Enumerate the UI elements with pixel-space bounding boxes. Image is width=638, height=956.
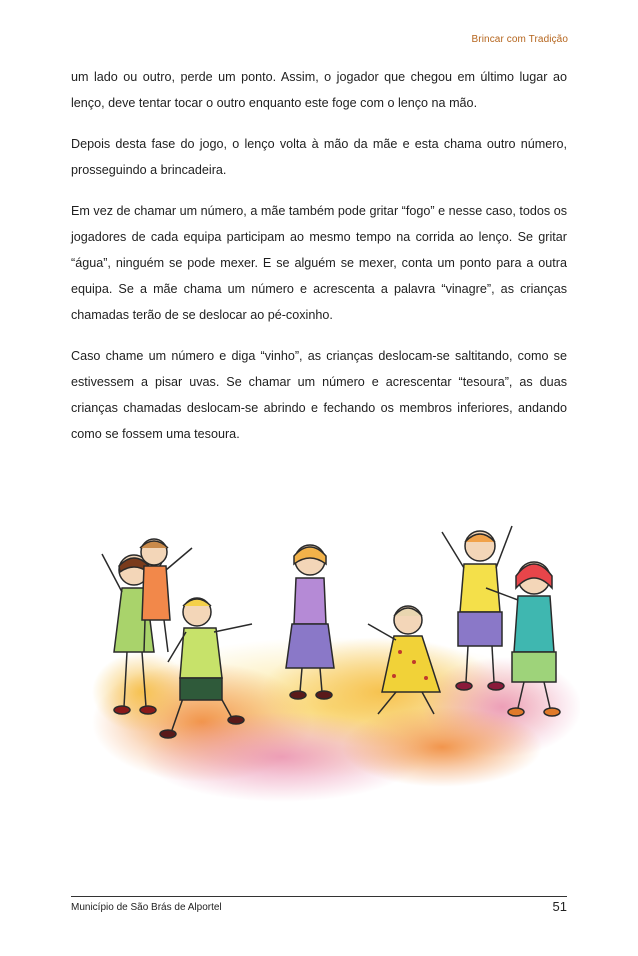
paragraph: Depois desta fase do jogo, o lenço volta à mão da mãe e esta chama outro número, prosseguindo a brincadeira. (71, 137, 567, 177)
footer-municipality: Município de São Brás de Alportel (71, 902, 222, 913)
paragraph: Em vez de chamar um número, a mãe também pode gritar “fogo” e nesse caso, todos os jogadores de cada equipa participam ao mesmo tempo na corrida ao lenço. Se gritar “água”, ninguém se pode mexer. E se alguém se mexer, conta um ponto para a outra equipa. Se a mãe chama um número e acrescenta a palavra “vinagre”, as crianças chamadas terão de se deslocar ao pé-coxinho. (71, 204, 567, 322)
paragraph: Caso chame um número e diga “vinho”, as crianças deslocam-se saltitando, como se estivessem a pisar uvas. Se chamar um número e acrescentar “tesoura”, as duas crianças chamadas deslocam-se abrindo e fechando os membros inferiores, andando como se fossem uma tesoura. (71, 349, 567, 441)
paragraph: um lado ou outro, perde um ponto. Assim, o jogador que chegou em último lugar ao lenço, deve tentar tocar o outro enquanto este foge com o lenço na mão. (71, 70, 567, 110)
page-number: 51 (552, 899, 567, 914)
painted-ground (92, 637, 580, 802)
page-footer (71, 896, 567, 921)
running-header: Brincar com Tradição (471, 34, 568, 45)
body-text (71, 64, 567, 462)
children-playing-illustration (82, 492, 580, 814)
